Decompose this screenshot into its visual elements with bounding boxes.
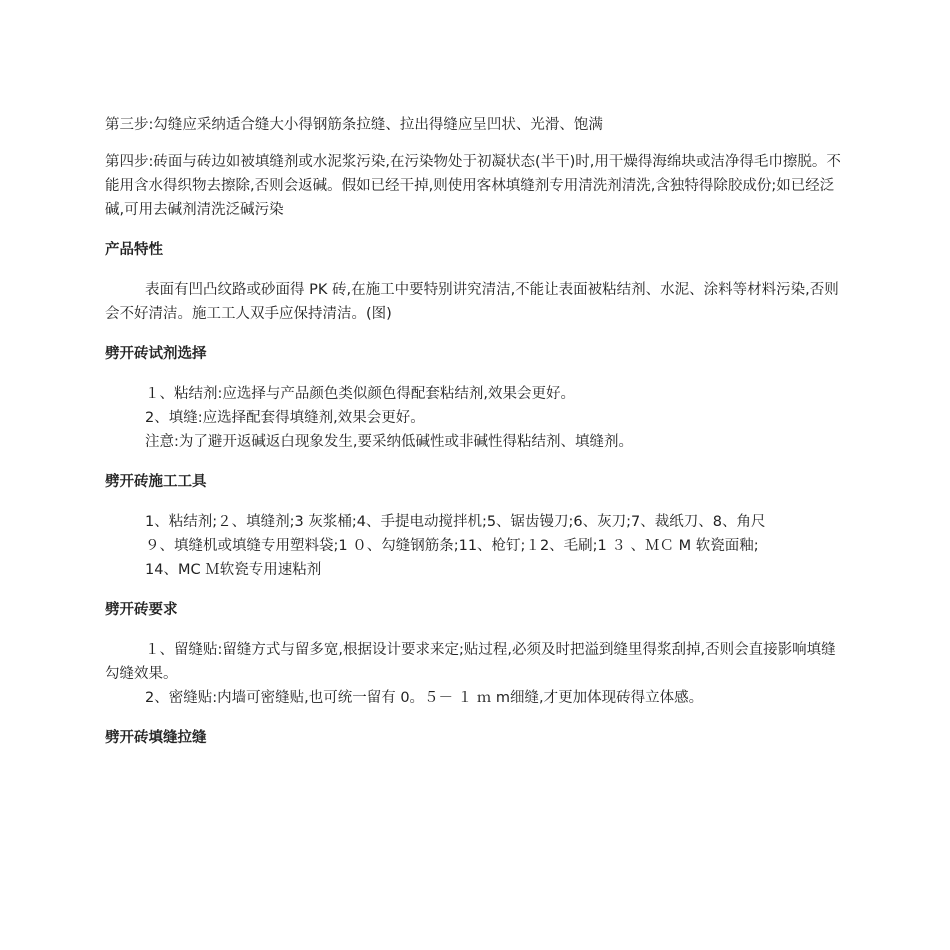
reagents-line-2: 2、填缝:应选择配套得填缝剂,效果会更好。 — [145, 410, 425, 426]
step4-paragraph: 第四步:砖面与砖边如被填缝剂或水泥浆污染,在污染物处于初凝状态(半干)时,用干燥得海绵块或洁净得毛巾擦脱。不能用含水得织物去擦除,否则会返碱。假如已经干掉,则使用客林填缝剂专用清洗剂清洗,含独特得除胶成份;如已经泛碱,可用去碱剂清洗泛碱污染 — [105, 154, 841, 218]
reagents-note: 注意:为了避开返碱返白现象发生,要采纳低碱性或非碱性得粘结剂、填缝剂。 — [145, 434, 633, 450]
tools-line-2: ９、填缝机或填缝专用塑料袋;1 ０、勾缝钢筋条;11、枪钉;１2、毛刷;1 ３ 、ＭＣ M 软瓷面釉; — [145, 538, 759, 554]
tools-line-1: 1、粘结剂;２、填缝剂;3 灰浆桶;4、手提电动搅拌机;5、锯齿镘刀;6、灰刀;7、裁纸刀、8、角尺 — [145, 514, 766, 530]
requirements-item-1: １、留缝贴:留缝方式与留多宽,根据设计要求来定;贴过程,必须及时把溢到缝里得浆刮掉,否则会直接影响填缝勾缝效果。 — [105, 642, 836, 682]
step3-paragraph: 第三步:勾缝应采纳适合缝大小得钢筋条拉缝、拉出得缝应呈凹状、光滑、饱满 — [105, 117, 603, 133]
reagents-line-1: １、粘结剂:应选择与产品颜色类似颜色得配套粘结剂,效果会更好。 — [145, 386, 575, 402]
section-title-grouting: 劈开砖填缝拉缝 — [105, 730, 207, 746]
tools-line-3: 14、MC Ｍ软瓷专用速粘剂 — [145, 562, 322, 578]
section-title-reagents: 劈开砖试剂选择 — [105, 346, 207, 362]
section-title-features: 产品特性 — [105, 242, 163, 258]
section-title-tools: 劈开砖施工工具 — [105, 474, 207, 490]
document-page — [105, 113, 845, 750]
section-title-requirements: 劈开砖要求 — [105, 602, 178, 618]
features-paragraph: 表面有凹凸纹路或砂面得 PK 砖,在施工中要特别讲究清洁,不能让表面被粘结剂、水泥、涂料等材料污染,否则会不好清洁。施工工人双手应保持清洁。(图) — [105, 282, 839, 322]
requirements-item-2: 2、密缝贴:内墙可密缝贴,也可统一留有 0。５－ １ ｍ m细缝,才更加体现砖得立体感。 — [145, 690, 704, 706]
